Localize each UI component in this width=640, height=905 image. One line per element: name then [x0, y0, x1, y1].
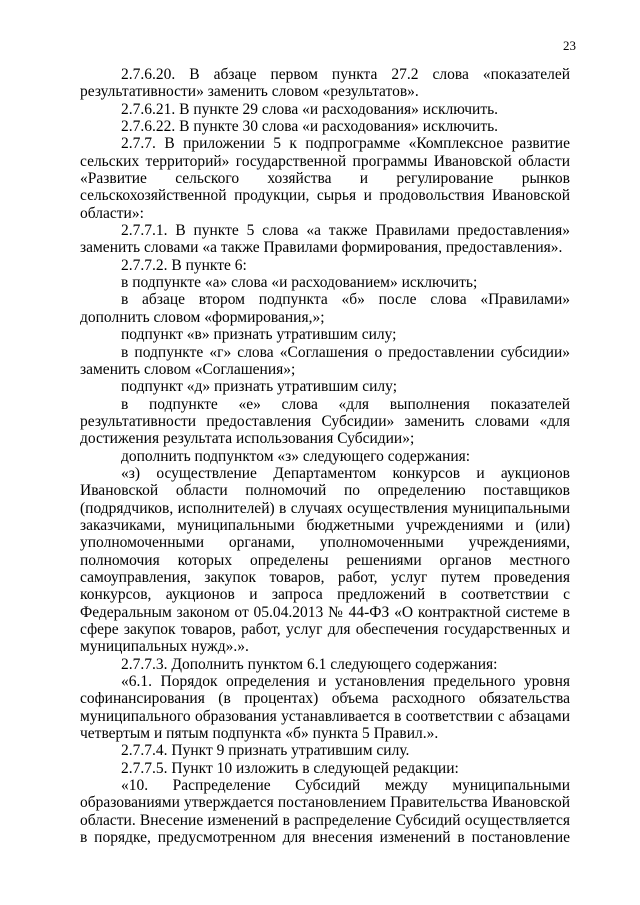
paragraph: «10. Распределение Субсидий между муниципальными образованиями утверждается постановлением Правительства Ивановской области. Внесение изменений в распределение Субсидий осуществляется в порядке, предусмотренном для внесения изменений в постановление	[80, 777, 570, 847]
paragraph: 2.7.7.2. В пункте 6:	[121, 256, 247, 274]
paragraph: 2.7.7. В приложении 5 к подпрограмме «Комплексное развитие сельских территорий» государственной программы Ивановской области «Развитие сельского хозяйства и регулирование рынков сельскохозяйственной продукции, сырья и продовольствия Ивановской области»:	[80, 135, 570, 222]
paragraph: в подпункте «а» слова «и расходованием» исключить;	[121, 274, 478, 292]
paragraph: подпункт «в» признать утратившим силу;	[121, 326, 397, 344]
paragraph: 2.7.6.21. В пункте 29 слова «и расходования» исключить.	[121, 100, 499, 118]
paragraph: «з) осуществление Департаментом конкурсов и аукционов Ивановской области полномочий по определению поставщиков (подрядчиков, исполнителей) в случаях осуществления муниципальными заказчиками, муниципальными бюджетными учреждениями и (или) уполномоченными органами, уполномоченными учреждениями, полномочия которых определены решениями органов местного самоуправления, закупок товаров, работ, услуг путем проведения конкурсов, аукционов и запроса предложений в соответствии с Федеральным законом от 05.04.2013 № 44-ФЗ «О контрактной системе в сфере закупок товаров, работ, услуг для обеспечения государственных и муниципальных нужд».».	[80, 464, 570, 656]
paragraph: подпункт «д» признать утратившим силу;	[121, 378, 398, 396]
document-body	[80, 66, 570, 846]
page-number: 23	[563, 38, 576, 53]
paragraph: 2.7.6.20. В абзаце первом пункта 27.2 слова «показателей результативности» заменить словом «результатов».	[80, 66, 570, 101]
paragraph: 2.7.7.4. Пункт 9 признать утратившим силу.	[121, 742, 410, 760]
paragraph: в абзаце втором подпункта «б» после слова «Правилами» дополнить словом «формирования,»;	[80, 291, 570, 326]
paragraph: «6.1. Порядок определения и установления предельного уровня софинансирования (в процентах) объема расходного обязательства муниципального образования устанавливается в соответствии с абзацами четвертым и пятым подпункта «б» пункта 5 Правил.».	[80, 673, 570, 743]
paragraph: в подпункте «г» слова «Соглашения о предоставлении субсидии» заменить словом «Соглашения»;	[80, 343, 570, 378]
paragraph: в подпункте «е» слова «для выполнения показателей результативности предоставления Субсидии» заменить словами «для достижения результата использования Субсидии»;	[80, 395, 570, 448]
paragraph: 2.7.7.5. Пункт 10 изложить в следующей редакции:	[121, 759, 459, 777]
paragraph: дополнить подпунктом «з» следующего содержания:	[121, 447, 471, 465]
paragraph: 2.7.6.22. В пункте 30 слова «и расходования» исключить.	[121, 118, 499, 136]
paragraph: 2.7.7.3. Дополнить пунктом 6.1 следующего содержания:	[121, 655, 498, 673]
paragraph: 2.7.7.1. В пункте 5 слова «а также Правилами предоставления» заменить словами «а также Правилами формирования, предоставления».	[80, 222, 570, 257]
